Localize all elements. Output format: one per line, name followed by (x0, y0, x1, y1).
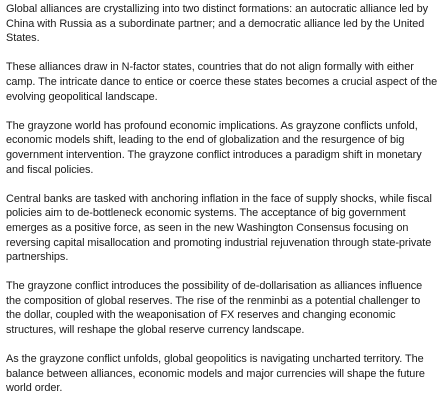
paragraph-global-alliances: Global alliances are crystallizing into two distinct formations: an autocratic alliance led by China with Russia as a subordinate partner; and a democratic alliance led by the United States. (6, 3, 429, 45)
paragraph-central-banks: Central banks are tasked with anchoring inflation in the face of supply shocks, while fiscal policies aim to de-bottleneck economic systems. The acceptance of big government emerges as a positive force, as seen in the new Washington Consensus focusing on reversing capital misallocation and promoting industrial rejuvenation through state-private partnerships. (6, 192, 432, 264)
paragraph-economic-implications: The grayzone world has profound economic implications. As grayzone conflicts unfold, economic models shift, leading to the end of globalization and the resurgence of big government intervention. The grayzone conflict introduces a paradigm shift in monetary and fiscal policies. (6, 119, 422, 176)
paragraph-conclusion: As the grayzone conflict unfolds, global geopolitics is navigating uncharted territory. The balance between alliances, economic models and major currencies will shape the future world order. (6, 353, 425, 395)
paragraph-n-factor-states: These alliances draw in N-factor states, countries that do not align formally with either camp. The intricate dance to entice or coerce these states becomes a crucial aspect of the evolving geopolitical landscape. (6, 61, 438, 103)
paragraph-de-dollarisation: The grayzone conflict introduces the possibility of de-dollarisation as alliances influence the composition of global reserves. The rise of the renminbi as a potential challenger to the dollar, coupled with the weaponisation of FX reserves and changing economic structures, will reshape the global reserve currency landscape. (6, 280, 423, 337)
